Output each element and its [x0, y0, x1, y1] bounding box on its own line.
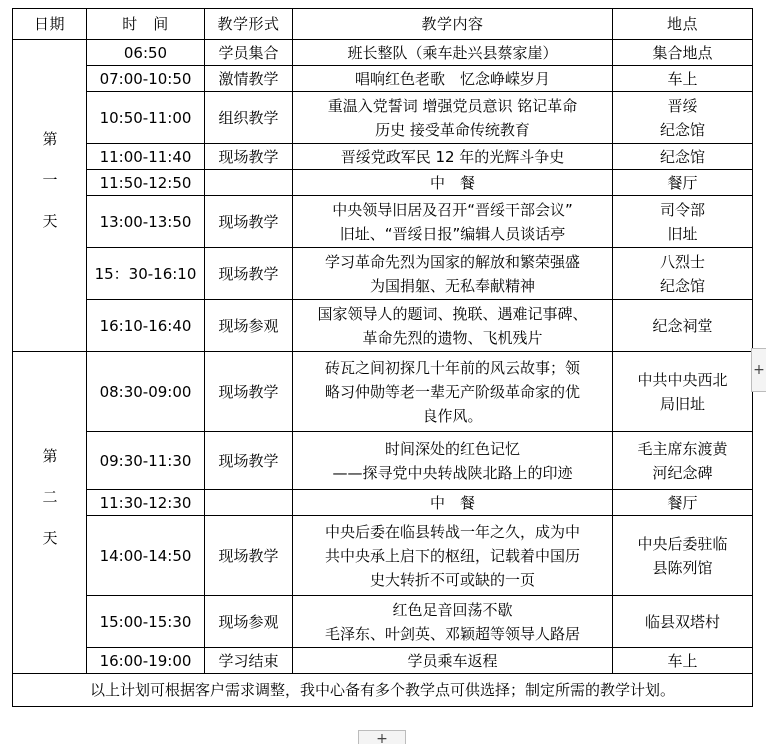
form-cell: 现场教学: [205, 144, 293, 170]
time-cell: 16:00-19:00: [87, 648, 205, 674]
form-cell: 现场教学: [205, 516, 293, 596]
content-cell: 中 餐: [293, 170, 613, 196]
place-cell-line: 纪念馆: [659, 120, 705, 139]
time-cell: 14:00-14:50: [87, 516, 205, 596]
place-cell: 纪念祠堂: [613, 300, 753, 352]
content-cell-line: 红色足音回荡不歇: [392, 600, 513, 619]
form-cell: 现场教学: [205, 352, 293, 432]
content-cell: [293, 248, 613, 300]
schedule-row: [13, 300, 753, 352]
schedule-row: [13, 352, 753, 432]
content-cell: 学员乘车返程: [293, 648, 613, 674]
place-cell-line: 局旧址: [659, 394, 705, 413]
place-cell: 车上: [613, 648, 753, 674]
content-cell-line: 国家领导人的题词、挽联、遇难记事碑、: [317, 304, 588, 323]
place-cell-line: 司令部: [659, 200, 705, 219]
time-cell: 13:00-13:50: [87, 196, 205, 248]
day-label-cell: [13, 352, 87, 674]
place-cell-line: 县陈列馆: [652, 558, 713, 577]
content-cell-line: ——探寻党中央转战陕北路上的印迹: [332, 463, 573, 482]
form-cell: [205, 490, 293, 516]
place-cell: 餐厅: [613, 490, 753, 516]
time-cell: 11:50-12:50: [87, 170, 205, 196]
place-cell: 纪念馆: [613, 144, 753, 170]
schedule-table: [12, 8, 753, 707]
time-cell: 16:10-16:40: [87, 300, 205, 352]
form-cell: 学习结束: [205, 648, 293, 674]
footer-row: [13, 674, 753, 707]
time-cell: 08:30-09:00: [87, 352, 205, 432]
content-cell-line: 毛泽东、叶剑英、邓颖超等领导人路居: [324, 624, 580, 643]
content-cell-line: 学习革命先烈为国家的解放和繁荣强盛: [324, 252, 580, 271]
form-cell: 组织教学: [205, 92, 293, 144]
content-cell: [293, 516, 613, 596]
place-cell: [613, 92, 753, 144]
footer-note: 以上计划可根据客户需求调整，我中心备有多个教学点可供选择；制定所需的教学计划。: [13, 674, 753, 707]
add-row-handle[interactable]: +: [358, 730, 406, 744]
content-cell-line: 历史 接受革命传统教育: [375, 120, 530, 139]
content-cell-line: 旧址、“晋绥日报”编辑人员谈话亭: [339, 224, 566, 243]
form-cell: 激情教学: [205, 66, 293, 92]
content-cell-line: 共中央承上启下的枢纽，记载着中国历: [324, 546, 580, 565]
place-cell-line: 晋绥: [667, 96, 698, 115]
schedule-row: [13, 66, 753, 92]
place-cell: 集合地点: [613, 40, 753, 66]
form-cell: 现场教学: [205, 248, 293, 300]
form-cell: 现场参观: [205, 596, 293, 648]
content-cell: 唱响红色老歌 忆念峥嵘岁月: [293, 66, 613, 92]
time-cell: 07:00-10:50: [87, 66, 205, 92]
header-time: 时 间: [87, 9, 205, 40]
content-cell: [293, 92, 613, 144]
schedule-row: [13, 170, 753, 196]
schedule-row: [13, 248, 753, 300]
schedule-row: [13, 648, 753, 674]
day-label: 第二天: [40, 447, 59, 571]
place-cell: 车上: [613, 66, 753, 92]
place-cell: [613, 196, 753, 248]
time-cell: 10:50-11:00: [87, 92, 205, 144]
content-cell-line: 中央领导旧居及召开“晋绥干部会议”: [332, 200, 573, 219]
place-cell: [613, 248, 753, 300]
place-cell: 临县双塔村: [613, 596, 753, 648]
content-cell: 中 餐: [293, 490, 613, 516]
content-cell: [293, 300, 613, 352]
content-cell-line: 良作风。: [422, 406, 483, 425]
content-cell-line: 史大转折不可或缺的一页: [369, 570, 535, 589]
place-cell: [613, 516, 753, 596]
place-cell-line: 八烈士: [659, 252, 705, 271]
content-cell-line: 砖瓦之间初探几十年前的风云故事；领: [324, 358, 580, 377]
content-cell: [293, 432, 613, 490]
schedule-row: [13, 432, 753, 490]
schedule-row: [13, 516, 753, 596]
place-cell-line: 中央后委驻临: [637, 534, 728, 553]
content-cell: [293, 196, 613, 248]
form-cell: 现场教学: [205, 432, 293, 490]
place-cell: [613, 432, 753, 490]
place-cell: 餐厅: [613, 170, 753, 196]
schedule-row: [13, 92, 753, 144]
form-cell: 学员集合: [205, 40, 293, 66]
content-cell: [293, 596, 613, 648]
content-cell: 班长整队（乘车赴兴县蔡家崖）: [293, 40, 613, 66]
content-cell-line: 革命先烈的遗物、飞机残片: [362, 328, 543, 347]
form-cell: [205, 170, 293, 196]
time-cell: 11:30-12:30: [87, 490, 205, 516]
place-cell-line: 毛主席东渡黄: [637, 439, 728, 458]
place-cell-line: 旧址: [667, 224, 698, 243]
schedule-row: [13, 144, 753, 170]
day-label-cell: [13, 40, 87, 352]
schedule-row: [13, 196, 753, 248]
time-cell: 09:30-11:30: [87, 432, 205, 490]
content-cell-line: 略习仲勋等老一辈无产阶级革命家的优: [324, 382, 580, 401]
form-cell: 现场教学: [205, 196, 293, 248]
content-cell-line: 中央后委在临县转战一年之久，成为中: [324, 522, 580, 541]
time-cell: 11:00-11:40: [87, 144, 205, 170]
header-content: 教学内容: [293, 9, 613, 40]
place-cell-line: 河纪念碑: [652, 463, 713, 482]
header-date: 日期: [13, 9, 87, 40]
place-cell-line: 中共中央西北: [637, 370, 728, 389]
schedule-row: [13, 596, 753, 648]
content-cell-line: 为国捐躯、无私奉献精神: [369, 276, 535, 295]
content-cell-line: 重温入党誓词 增强党员意识 铭记革命: [327, 96, 578, 115]
place-cell-line: 纪念馆: [659, 276, 705, 295]
header-form: 教学形式: [205, 9, 293, 40]
form-cell: 现场参观: [205, 300, 293, 352]
schedule-row: [13, 40, 753, 66]
header-row: [13, 9, 753, 40]
schedule-row: [13, 490, 753, 516]
content-cell: 晋绥党政军民 12 年的光辉斗争史: [293, 144, 613, 170]
time-cell: 06:50: [87, 40, 205, 66]
time-cell: 15：30-16:10: [87, 248, 205, 300]
place-cell: [613, 352, 753, 432]
schedule-body: [13, 40, 753, 707]
content-cell: [293, 352, 613, 432]
time-cell: 15:00-15:30: [87, 596, 205, 648]
header-place: 地点: [613, 9, 753, 40]
add-column-handle[interactable]: +: [751, 348, 766, 392]
day-label: 第一天: [40, 130, 59, 254]
content-cell-line: 时间深处的红色记忆: [384, 439, 520, 458]
